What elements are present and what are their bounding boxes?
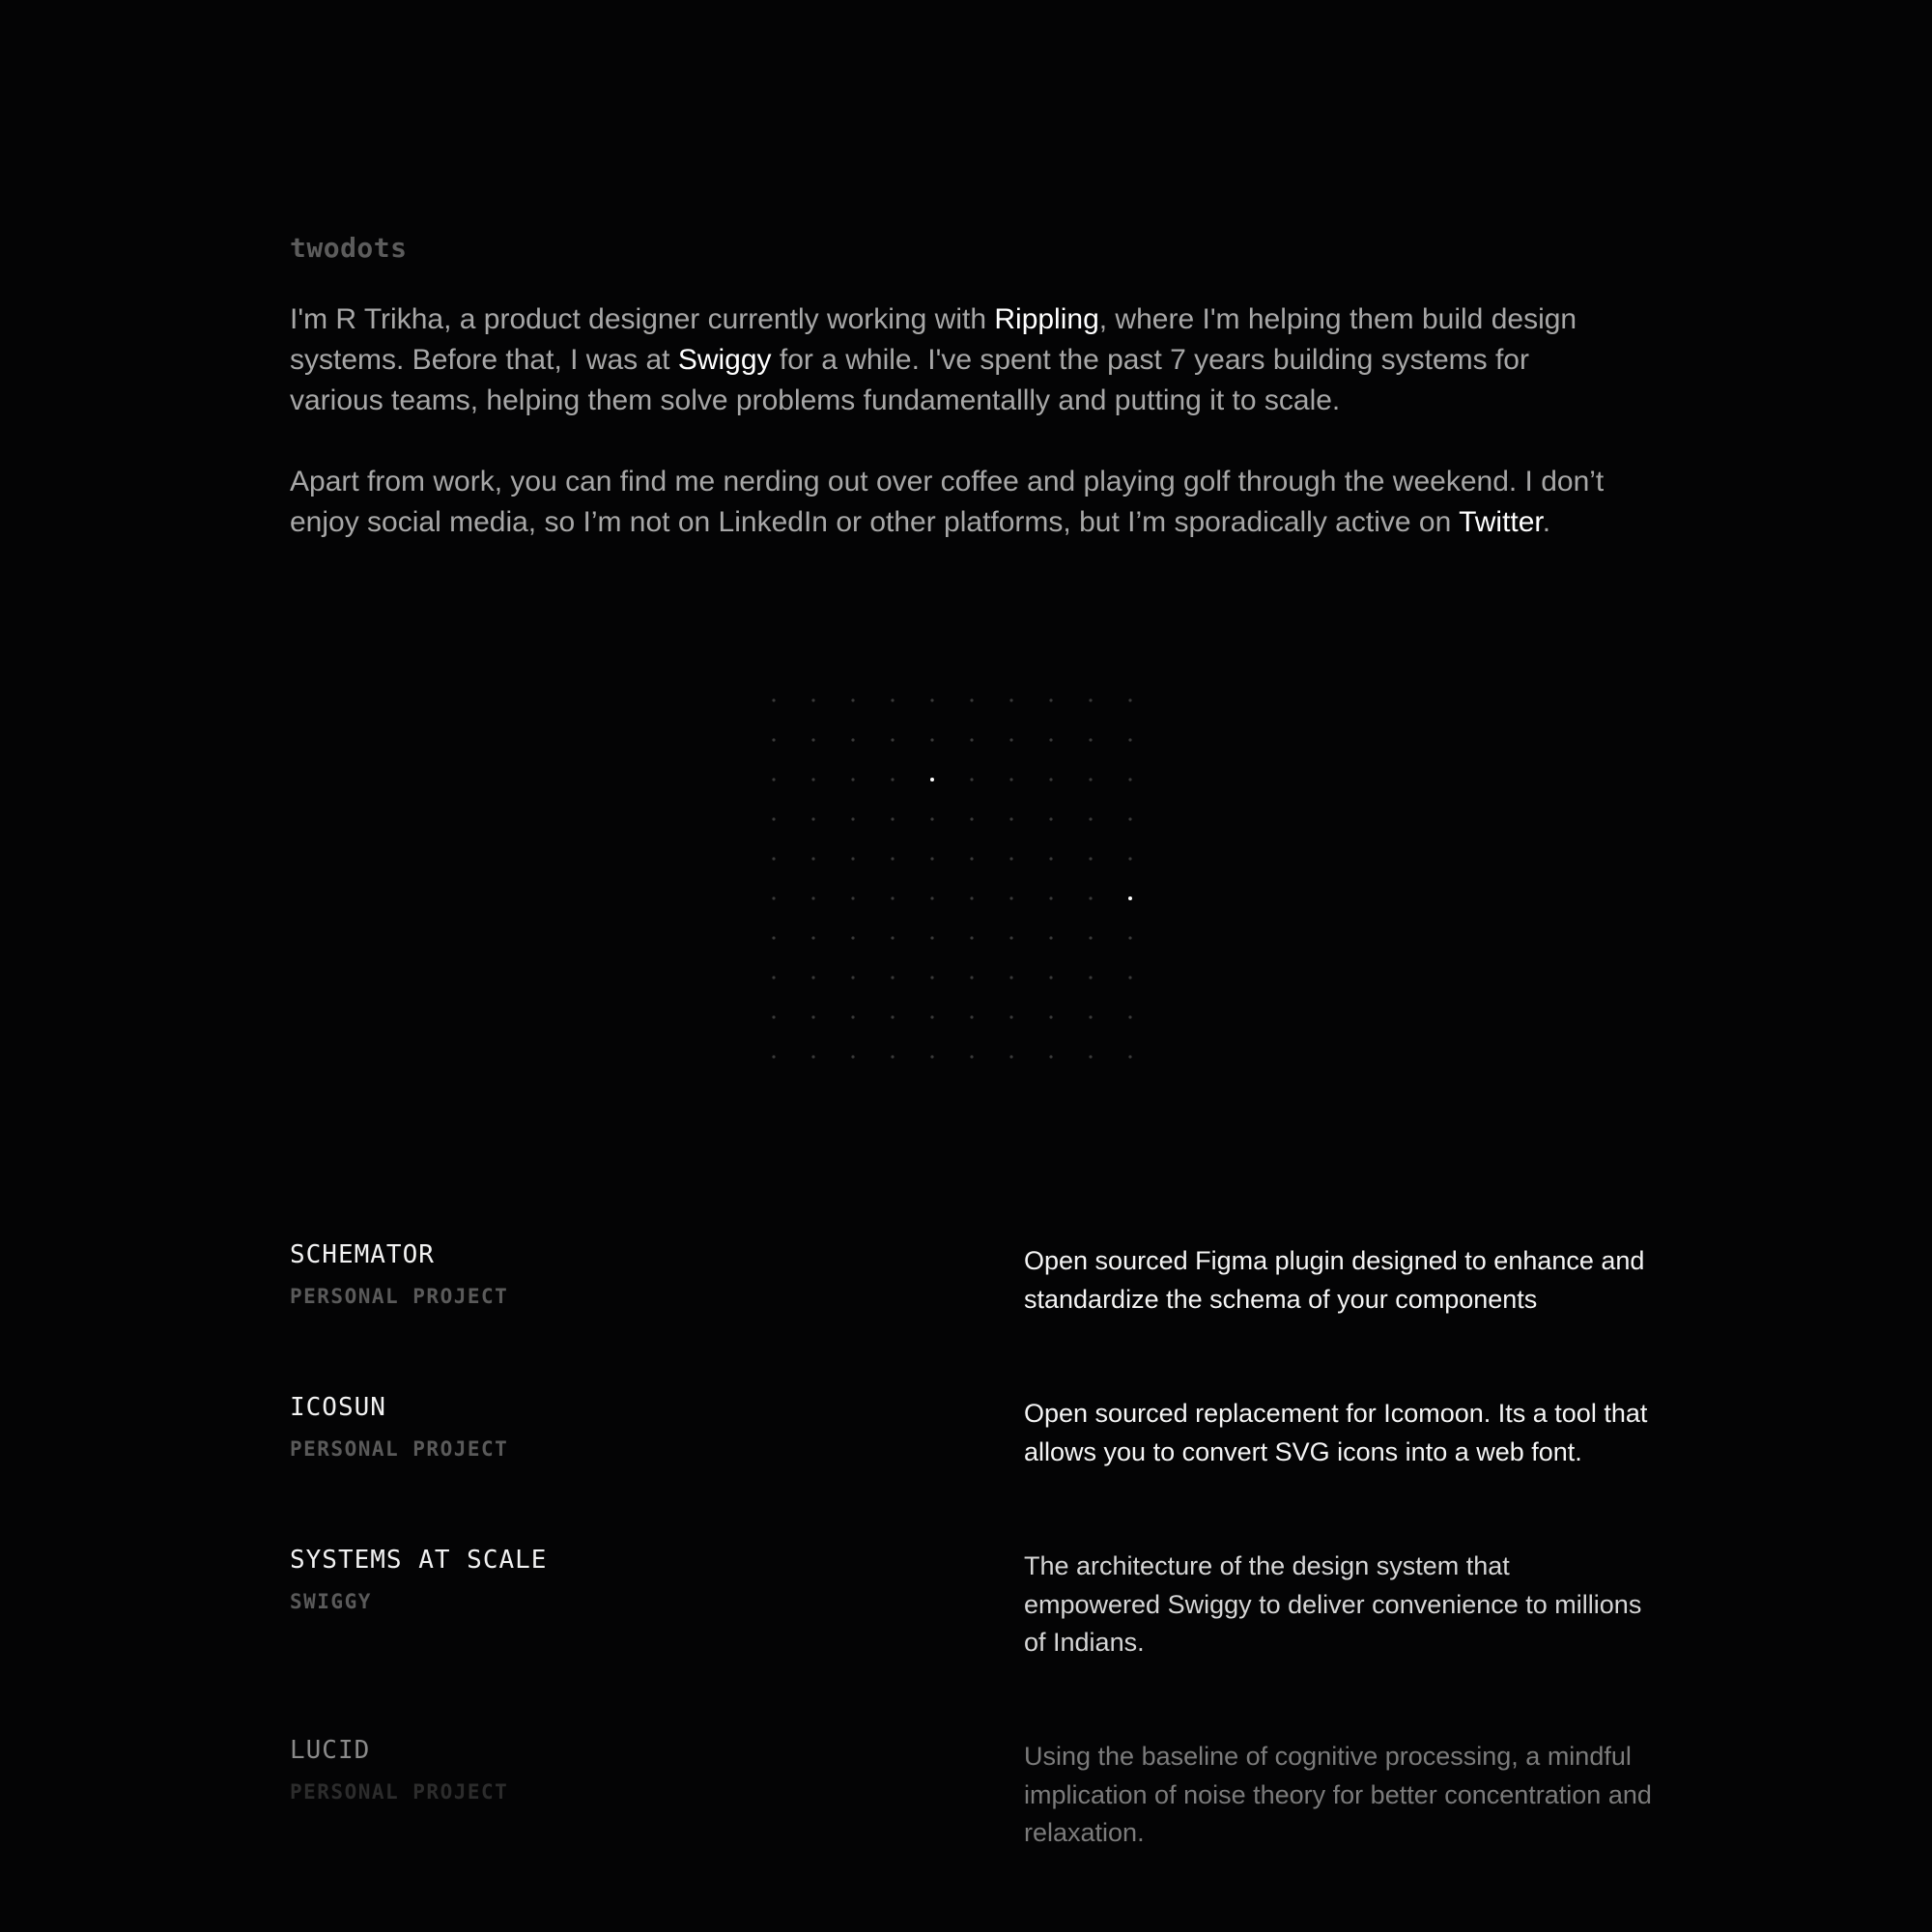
- grid-dot: [891, 778, 894, 781]
- project-title[interactable]: SYSTEMS AT SCALE: [290, 1546, 548, 1575]
- grid-dot: [1049, 896, 1052, 899]
- grid-dot: [1089, 738, 1092, 741]
- grid-dot: [851, 857, 854, 860]
- project-description: Open sourced replacement for Icomoon. Its a tool that allows you to convert SVG icons into a web font.: [1024, 1399, 1648, 1466]
- grid-dot: [1128, 1055, 1131, 1058]
- grid-dot: [772, 778, 775, 781]
- grid-dot: [1089, 1055, 1092, 1058]
- project-description: Open sourced Figma plugin designed to enhance and standardize the schema of your components: [1024, 1246, 1645, 1314]
- grid-dot: [1009, 1055, 1012, 1058]
- grid-dot: [970, 1015, 973, 1018]
- grid-dot: [1009, 738, 1012, 741]
- grid-dot: [930, 738, 933, 741]
- grid-dot: [1009, 857, 1012, 860]
- grid-dot: [851, 738, 854, 741]
- intro-text: , where I'm helping them build design systems. Before that, I was at: [290, 303, 1577, 376]
- grid-dot: [891, 1055, 894, 1058]
- grid-dot: [1049, 738, 1052, 741]
- grid-dot-active: [1128, 896, 1132, 900]
- grid-dot: [1128, 936, 1131, 939]
- grid-dot: [811, 857, 814, 860]
- project-description: Using the baseline of cognitive processing, a mindful implication of noise theory for better concentration and relaxation.: [1024, 1742, 1652, 1847]
- grid-dot: [930, 896, 933, 899]
- grid-dot: [772, 976, 775, 979]
- grid-dot: [1089, 778, 1092, 781]
- site-logo[interactable]: twodots: [290, 232, 408, 264]
- grid-dot: [1089, 896, 1092, 899]
- grid-dot: [891, 976, 894, 979]
- grid-dot: [1009, 1015, 1012, 1018]
- grid-dot: [811, 896, 814, 899]
- grid-dot: [1128, 857, 1131, 860]
- project-title[interactable]: ICOSUN: [290, 1393, 386, 1422]
- grid-dot: [1089, 857, 1092, 860]
- grid-dot: [851, 698, 854, 701]
- grid-dot: [772, 817, 775, 820]
- grid-dot: [811, 1055, 814, 1058]
- grid-dot: [772, 1055, 775, 1058]
- project-title[interactable]: LUCID: [290, 1736, 371, 1765]
- grid-dot: [1089, 698, 1092, 701]
- grid-dot: [1049, 936, 1052, 939]
- grid-dot: [1009, 936, 1012, 939]
- grid-dot: [1049, 817, 1052, 820]
- grid-dot: [1128, 1015, 1131, 1018]
- grid-dot: [772, 857, 775, 860]
- grid-dot: [930, 857, 933, 860]
- grid-dot: [851, 896, 854, 899]
- grid-dot: [891, 896, 894, 899]
- grid-dot: [1049, 976, 1052, 979]
- grid-dot: [1089, 1015, 1092, 1018]
- grid-dot: [772, 1015, 775, 1018]
- grid-dot: [851, 936, 854, 939]
- grid-dot: [1128, 817, 1131, 820]
- grid-dot: [1128, 778, 1131, 781]
- grid-dot: [970, 896, 973, 899]
- grid-dot: [970, 817, 973, 820]
- grid-dot: [811, 817, 814, 820]
- grid-dot: [891, 817, 894, 820]
- grid-dot: [1009, 976, 1012, 979]
- grid-dot: [1049, 698, 1052, 701]
- grid-dot: [1009, 817, 1012, 820]
- grid-dot: [1089, 976, 1092, 979]
- grid-dot: [970, 778, 973, 781]
- grid-dot: [930, 817, 933, 820]
- grid-dot: [970, 936, 973, 939]
- grid-dot: [970, 738, 973, 741]
- grid-dot: [811, 778, 814, 781]
- rippling-link[interactable]: Rippling: [994, 303, 1099, 335]
- grid-dot: [970, 976, 973, 979]
- grid-dot: [930, 1055, 933, 1058]
- project-org: PERSONAL PROJECT: [290, 1285, 509, 1308]
- grid-dot-active: [930, 778, 934, 781]
- grid-dot: [1009, 778, 1012, 781]
- grid-dot: [1009, 698, 1012, 701]
- grid-dot: [811, 698, 814, 701]
- grid-dot: [1049, 1015, 1052, 1018]
- grid-dot: [851, 817, 854, 820]
- grid-dot: [851, 1015, 854, 1018]
- grid-dot: [772, 896, 775, 899]
- grid-dot: [970, 857, 973, 860]
- intro-text: .: [1542, 506, 1551, 538]
- grid-dot: [891, 738, 894, 741]
- grid-dot: [772, 936, 775, 939]
- grid-dot: [772, 738, 775, 741]
- grid-dot: [891, 857, 894, 860]
- intro-text: I'm R Trikha, a product designer currently working with: [290, 303, 995, 335]
- grid-dot: [891, 936, 894, 939]
- grid-dot: [1128, 976, 1131, 979]
- grid-dot: [851, 778, 854, 781]
- swiggy-link[interactable]: Swiggy: [677, 344, 772, 376]
- intro-text: Apart from work, you can find me nerding out over coffee and playing golf through the weekend. I don’t enjoy social media, so I’m not on LinkedIn or other platforms, but I’m sporadically active on: [290, 466, 1605, 538]
- grid-dot: [851, 976, 854, 979]
- project-title[interactable]: SCHEMATOR: [290, 1240, 435, 1269]
- grid-dot: [930, 976, 933, 979]
- intro-text: for a while. I've spent the past 7 years building systems for various teams, helping them solve problems fundamentallly and putting it to scale.: [290, 344, 1529, 416]
- project-org: PERSONAL PROJECT: [290, 1780, 509, 1804]
- grid-dot: [1049, 857, 1052, 860]
- project-description: The architecture of the design system that empowered Swiggy to deliver convenience to millions of Indians.: [1024, 1551, 1642, 1657]
- project-org: SWIGGY: [290, 1590, 372, 1613]
- grid-dot: [811, 738, 814, 741]
- grid-dot: [930, 1015, 933, 1018]
- grid-dot: [811, 936, 814, 939]
- grid-dot: [1089, 817, 1092, 820]
- grid-dot: [772, 698, 775, 701]
- grid-dot: [1128, 698, 1131, 701]
- grid-dot: [930, 698, 933, 701]
- grid-dot: [1049, 1055, 1052, 1058]
- grid-dot: [891, 698, 894, 701]
- grid-dot: [1128, 738, 1131, 741]
- grid-dot: [1089, 936, 1092, 939]
- grid-dot: [1049, 778, 1052, 781]
- project-org: PERSONAL PROJECT: [290, 1437, 509, 1461]
- grid-dot: [811, 1015, 814, 1018]
- grid-dot: [930, 936, 933, 939]
- grid-dot: [851, 1055, 854, 1058]
- grid-dot: [811, 976, 814, 979]
- grid-dot: [1009, 896, 1012, 899]
- grid-dot: [970, 1055, 973, 1058]
- grid-dot: [891, 1015, 894, 1018]
- twitter-link[interactable]: Twitter: [1459, 506, 1543, 538]
- grid-dot: [970, 698, 973, 701]
